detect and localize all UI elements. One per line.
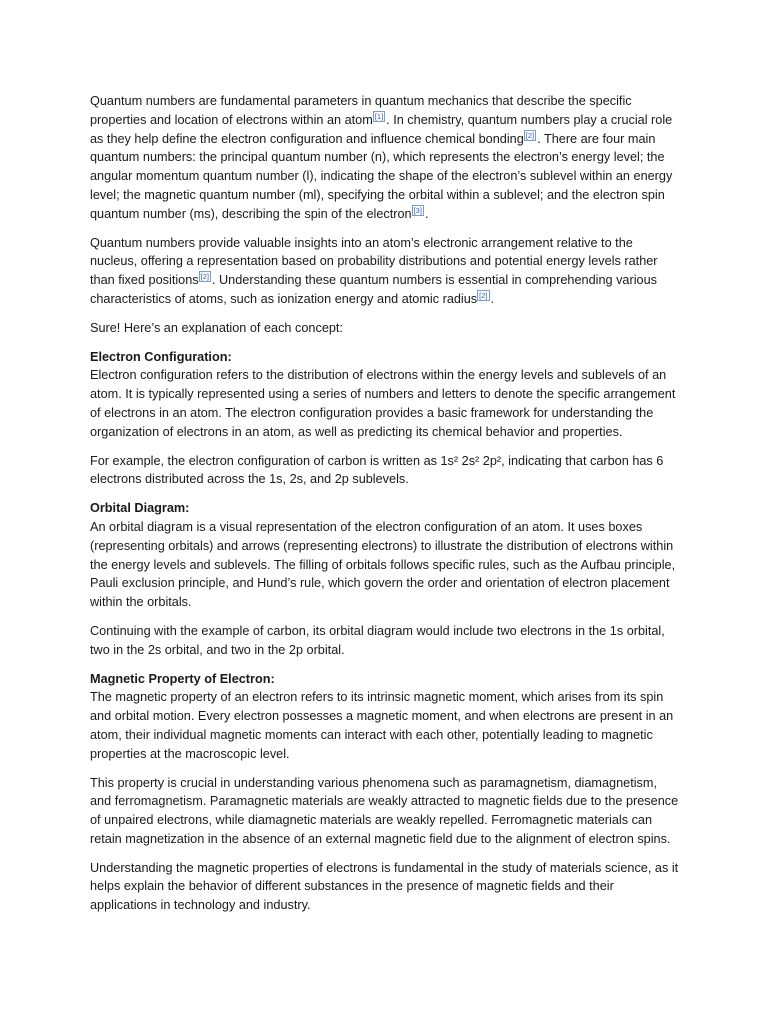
orbital-diagram-body: An orbital diagram is a visual representation of the electron configuration of an atom. It uses boxes (representing orbitals) and arrows (representing electrons) to illustrate the distribution of electrons within the energy levels and sublevels. The filling of orbitals follows specific rules, such as the Aufbau principle, Pauli exclusion principle, and Hund’s rule, which govern the order and orientation of electron placement within the orbitals. xyxy=(90,519,676,610)
intro-paragraph xyxy=(90,92,680,224)
citation-link-1[interactable]: [1] xyxy=(374,111,384,121)
document-page xyxy=(90,92,680,925)
magnetic-conclusion-paragraph: Understanding the magnetic properties of electrons is fundamental in the study of materials science, as it helps explain the behavior of different substances in the presence of magnetic fields and their applications in technology and industry. xyxy=(90,860,679,913)
orbital-diagram-heading: Orbital Diagram: xyxy=(90,501,190,516)
insights-text-2: . Understanding these quantum numbers is essential in comprehending various characteristics of atoms, such as ionization energy and atomic radius xyxy=(90,273,657,306)
magnetic-property-body: The magnetic property of an electron refers to its intrinsic magnetic moment, which arises from its spin and orbital motion. Every electron possesses a magnetic moment, and when electrons are present in an atom, their individual magnetic moments can interact with each other, potentially leading to magnetic properties at the macroscopic level. xyxy=(90,690,674,761)
electron-configuration-body: Electron configuration refers to the distribution of electrons within the energy levels and sublevels of an atom. It is typically represented using a series of numbers and letters to denote the specific arrangement of electrons in an atom. The electron configuration provides a basic framework for understanding the organization of electrons in an atom, as well as predicting its chemical behavior and properties. xyxy=(90,368,676,439)
intro-text-2: . In chemistry, quantum numbers play a crucial role as they help define the electron configuration and influence chemical bonding xyxy=(90,112,673,146)
orbital-diagram-example: Continuing with the example of carbon, its orbital diagram would include two electrons in the 1s orbital, two in the 2s orbital, and two in the 2p orbital. xyxy=(90,623,665,657)
magnetic-property-section xyxy=(90,670,680,764)
insights-text-3: . xyxy=(490,291,495,306)
magnetism-phenomena-paragraph: This property is crucial in understanding various phenomena such as paramagnetism, diamagnetism, and ferromagnetism. Paramagnetic materials are weakly attracted to magnetic fields due to the presence of unpaired electrons, while diamagnetic materials are weakly repelled. Ferromagnetic materials can retain magnetization in the absence of an external magnetic field due to the alignment of electron spins. xyxy=(90,775,679,846)
electron-configuration-heading: Electron Configuration: xyxy=(90,349,232,364)
transition-paragraph: Sure! Here’s an explanation of each concept: xyxy=(90,320,343,335)
intro-text-3: . There are four main quantum numbers: the principal quantum number (n), which represents the electron’s energy level; the angular momentum quantum number (l), indicating the shape of the electron’s sublevel within an energy level; the magnetic quantum number (ml), specifying the orbital within a sublevel; and the electron spin quantum number (ms), describing the spin of the electron xyxy=(90,131,673,221)
insights-paragraph xyxy=(90,234,680,309)
intro-text-1: Quantum numbers are fundamental parameters in quantum mechanics that describe the specific properties and location of electrons within an atom xyxy=(90,94,632,127)
citation-link-5[interactable]: [2] xyxy=(479,290,488,300)
citation-link-2[interactable]: [2] xyxy=(525,130,535,140)
citation-link-3[interactable]: [3] xyxy=(413,205,422,215)
magnetic-property-heading: Magnetic Property of Electron: xyxy=(90,671,275,686)
orbital-diagram-section xyxy=(90,499,680,612)
citation-link-4[interactable]: [2] xyxy=(200,272,209,282)
electron-configuration-section xyxy=(90,348,680,442)
intro-text-4: . xyxy=(424,206,429,221)
electron-configuration-example: For example, the electron configuration of carbon is written as 1s² 2s² 2p², indicating that carbon has 6 electrons distributed across the 1s, 2s, and 2p sublevels. xyxy=(90,453,664,487)
insights-text-1: Quantum numbers provide valuable insights into an atom’s electronic arrangement relative to the nucleus, offering a representation based on probability distributions and potential energy levels rather than fixed positions xyxy=(90,235,658,288)
